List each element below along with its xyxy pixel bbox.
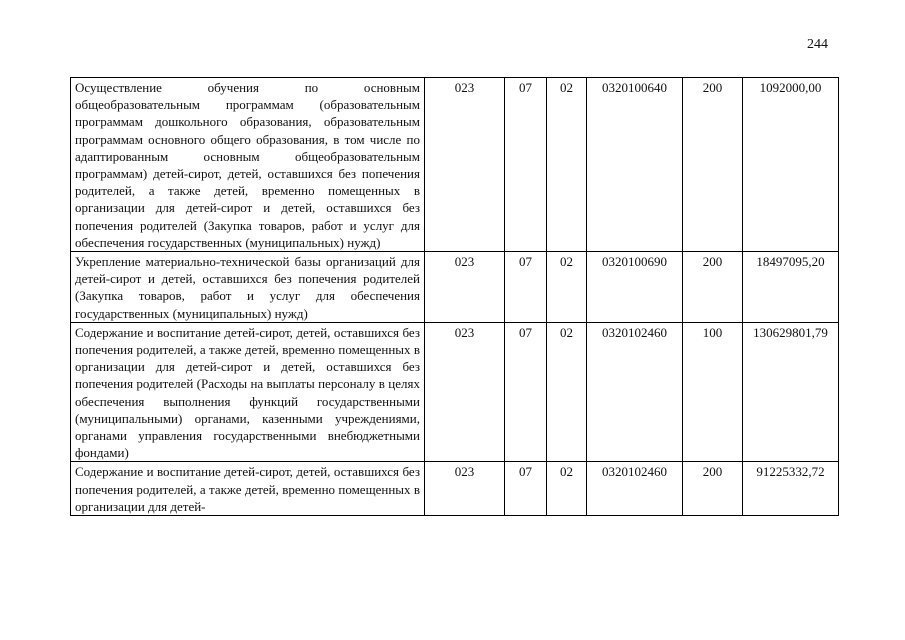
- row-ministry-code: 023: [425, 462, 505, 516]
- row-amount: 1092000,00: [743, 78, 839, 252]
- row-subsection-code: 02: [547, 322, 587, 462]
- table-row: [71, 322, 839, 462]
- row-target-code: 0320102460: [587, 462, 683, 516]
- row-section-code: 07: [505, 252, 547, 323]
- row-expense-type: 200: [683, 462, 743, 516]
- row-section-code: 07: [505, 78, 547, 252]
- row-expense-type: 100: [683, 322, 743, 462]
- row-description: Содержание и воспитание детей-сирот, детей, оставшихся без попечения родителей, а также детей, временно помещенных в организации для детей-: [71, 462, 425, 516]
- row-section-code: 07: [505, 322, 547, 462]
- row-amount: 130629801,79: [743, 322, 839, 462]
- row-target-code: 0320102460: [587, 322, 683, 462]
- table-row: [71, 462, 839, 516]
- row-description: Содержание и воспитание детей-сирот, детей, оставшихся без попечения родителей, а также детей, временно помещенных в организации для детей-сирот и детей, оставшихся без попечения родителей (Расходы на выплаты персоналу в целях обеспечения выполнения функций государственными (муниципальными) органами, казенными учреждениями, органами управления государственными внебюджетными фондами): [71, 322, 425, 462]
- row-subsection-code: 02: [547, 252, 587, 323]
- budget-table: [70, 77, 839, 516]
- row-target-code: 0320100690: [587, 252, 683, 323]
- table-row: [71, 252, 839, 323]
- row-description: Осуществление обучения по основным общеобразовательным программам (образовательным программам дошкольного образования, образовательным программам основного общего образования, в том числе по адаптированным основным общеобразовательным программам) детей-сирот, детей, оставшихся без попечения родителей, а также детей, временно помещенных в организации для детей-сирот и детей, оставшихся без попечения родителей (Закупка товаров, работ и услуг для обеспечения государственных (муниципальных) нужд): [71, 78, 425, 252]
- row-ministry-code: 023: [425, 78, 505, 252]
- row-amount: 18497095,20: [743, 252, 839, 323]
- row-target-code: 0320100640: [587, 78, 683, 252]
- row-ministry-code: 023: [425, 252, 505, 323]
- row-expense-type: 200: [683, 252, 743, 323]
- row-expense-type: 200: [683, 78, 743, 252]
- row-amount: 91225332,72: [743, 462, 839, 516]
- row-description: Укрепление материально-технической базы организаций для детей-сирот и детей, оставшихся без попечения родителей (Закупка товаров, работ и услуг для обеспечения государственных (муниципальных) нужд): [71, 252, 425, 323]
- table-row: [71, 78, 839, 252]
- row-section-code: 07: [505, 462, 547, 516]
- page-number: 244: [807, 37, 828, 52]
- row-ministry-code: 023: [425, 322, 505, 462]
- row-subsection-code: 02: [547, 78, 587, 252]
- row-subsection-code: 02: [547, 462, 587, 516]
